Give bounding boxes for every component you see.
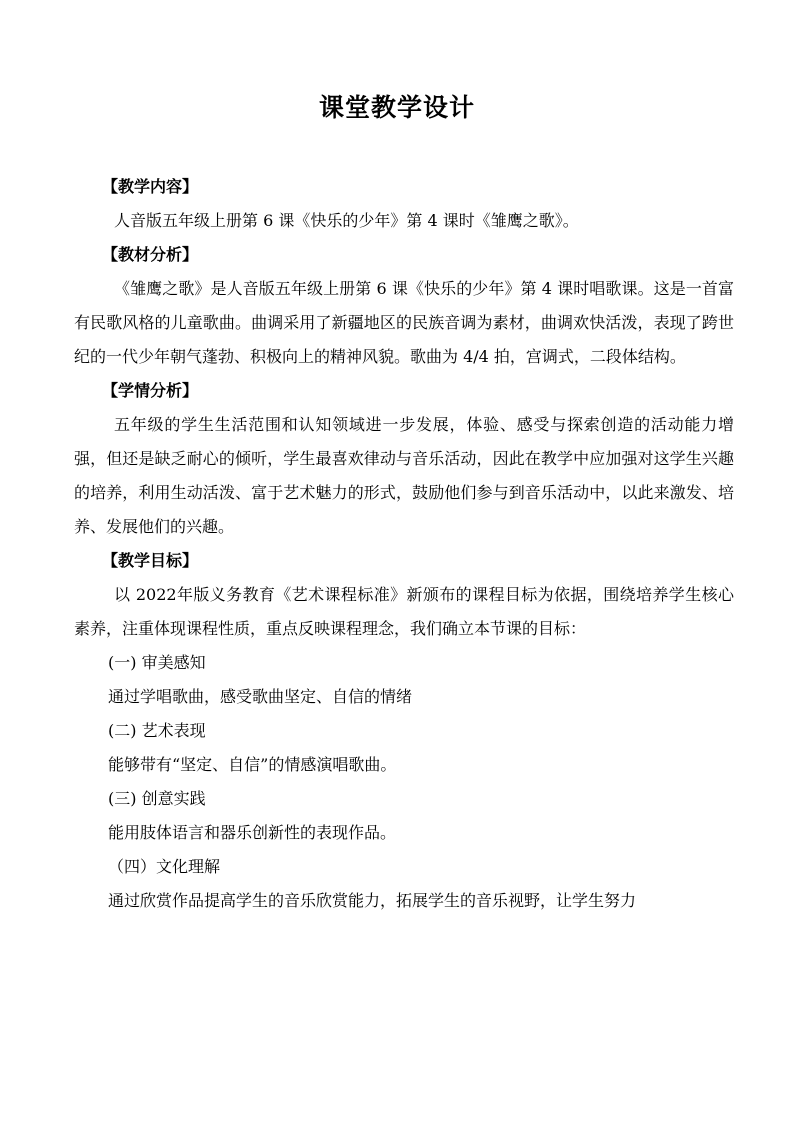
section-text-goals-intro: 以 2022年版义务教育《艺术课程标准》新颁布的课程目标为依据，围绕培养学生核心素养，注重体现课程性质，重点反映课程理念，我们确立本节课的目标：: [74, 585, 734, 638]
goal-label-aesthetic: (一) 审美感知: [108, 653, 206, 672]
section-heading-content: 【教学内容】: [102, 177, 199, 196]
goal-label-expression: (二) 艺术表现: [108, 721, 206, 740]
section-heading-material: 【教材分析】: [102, 245, 199, 264]
section-text-material: 《雏鹰之歌》是人音版五年级上册第 6 课《快乐的少年》第 4 课时唱歌课。这是一首富有民歌风格的儿童歌曲。曲调采用了新疆地区的民族音调为素材，曲调欢快活泼，表现了跨世纪的一代少年朝气蓬勃、积极向上的精神风貌。歌曲为 4/4 拍，宫调式，二段体结构。: [74, 279, 734, 366]
goal-text-culture: 通过欣赏作品提高学生的音乐欣赏能力，拓展学生的音乐视野，让学生努力: [108, 891, 637, 910]
goal-label-culture: （四）文化理解: [108, 857, 221, 876]
goal-text-aesthetic: 通过学唱歌曲，感受歌曲坚定、自信的情绪: [108, 687, 413, 706]
section-heading-students: 【学情分析】: [102, 381, 199, 400]
section-heading-goals: 【教学目标】: [102, 551, 199, 570]
section-text-content: 人音版五年级上册第 6 课《快乐的少年》第 4 课时《雏鹰之歌》。: [114, 211, 579, 230]
goal-text-expression: 能够带有“坚定、自信”的情感演唱歌曲。: [108, 755, 397, 774]
document-body: [74, 170, 734, 918]
page-title: 课堂教学设计: [318, 93, 475, 122]
section-text-students: 五年级的学生生活范围和认知领域进一步发展，体验、感受与探索创造的活动能力增强，但还是缺乏耐心的倾听，学生最喜欢律动与音乐活动，因此在教学中应加强对这学生兴趣的培养，利用生动活泼、富于艺术魅力的形式，鼓励他们参与到音乐活动中，以此来激发、培养、发展他们的兴趣。: [74, 415, 734, 536]
goal-text-creative: 能用肢体语言和器乐创新性的表现作品。: [108, 823, 397, 842]
goal-label-creative: (三) 创意实践: [108, 789, 206, 808]
